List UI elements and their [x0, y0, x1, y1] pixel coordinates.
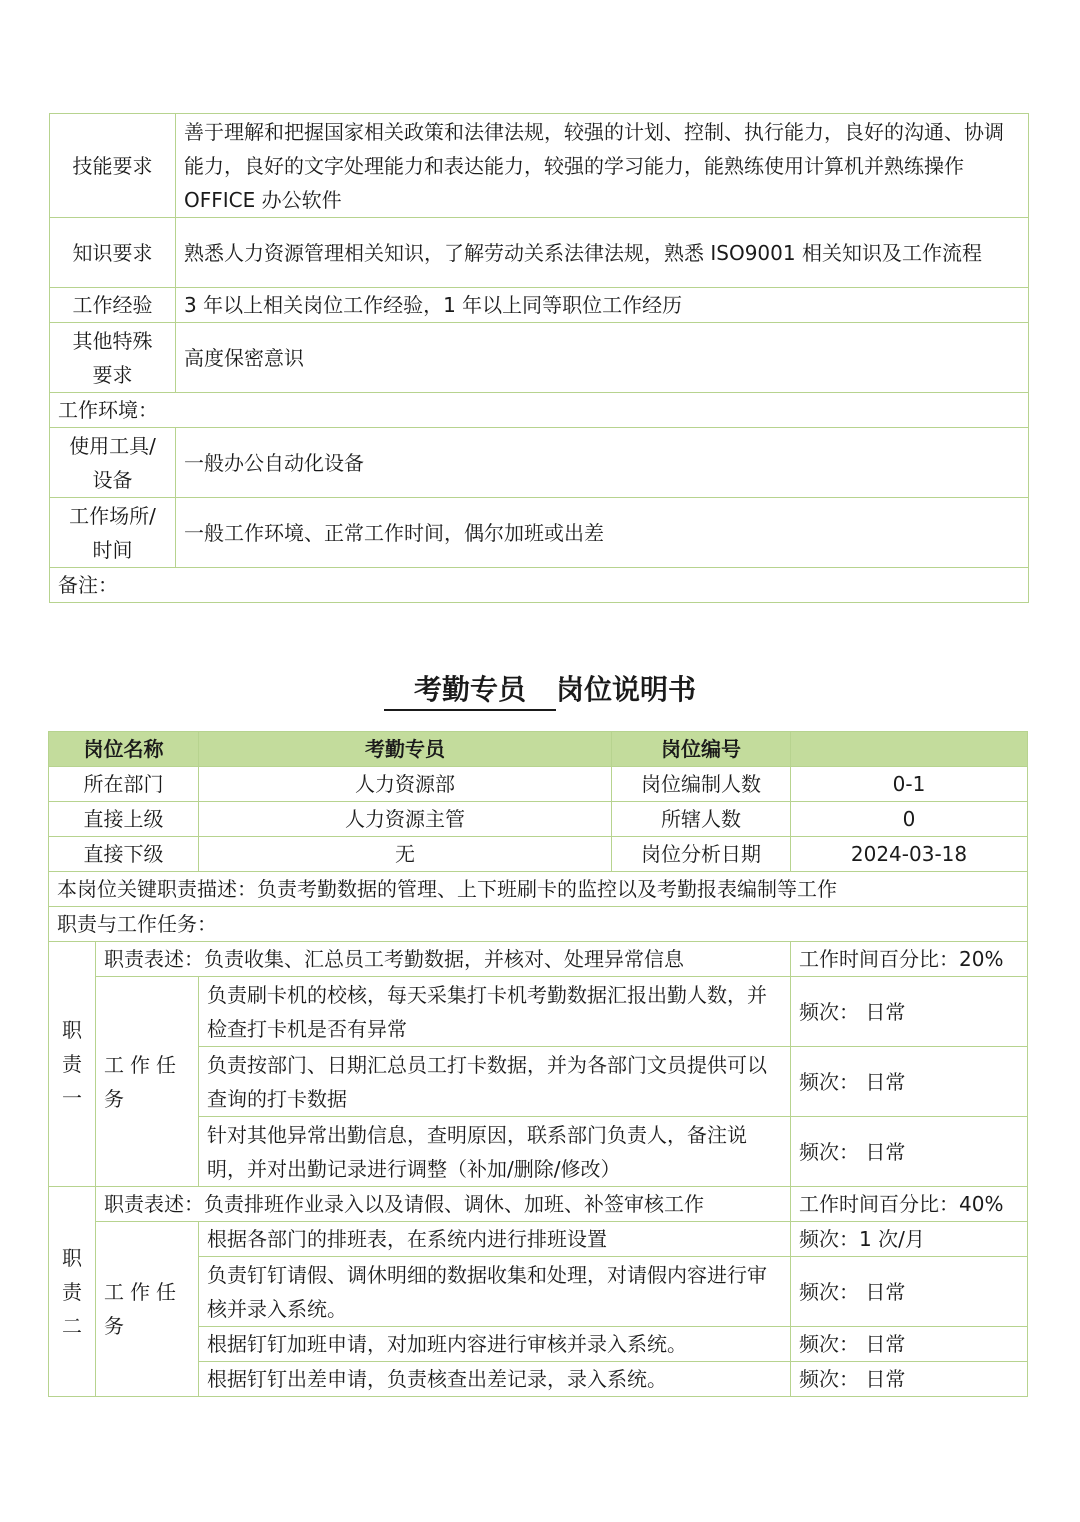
knowledge-text: 熟悉人力资源管理相关知识，了解劳动关系法律法规，熟悉 ISO9001 相关知识及工作流程 — [176, 218, 1029, 288]
duty1-freq-1: 频次： 日常 — [791, 977, 1028, 1047]
headcount-value: 0-1 — [791, 767, 1028, 802]
duty2-task-2: 负责钉钉请假、调休明细的数据收集和处理，对请假内容进行审核并录入系统。 — [199, 1257, 791, 1327]
experience-label: 工作经验 — [50, 288, 176, 323]
duty2-percent: 工作时间百分比：40% — [791, 1187, 1028, 1222]
superior-row — [49, 802, 1028, 837]
knowledge-label: 知识要求 — [50, 218, 176, 288]
tools-text: 一般办公自动化设备 — [176, 428, 1029, 498]
special-row — [50, 323, 1029, 393]
page-title — [0, 668, 1080, 712]
special-label: 其他特殊要求 — [50, 323, 176, 393]
code-label: 岗位编号 — [612, 732, 791, 767]
duty2-task-4: 根据钉钉出差申请，负责核查出差记录，录入系统。 — [199, 1362, 791, 1397]
skills-text: 善于理解和把握国家相关政策和法律法规，较强的计划、控制、执行能力，良好的沟通、协调能力，良好的文字处理能力和表达能力，较强的学习能力，能熟练使用计算机并熟练操作 OFFICE 办公软件 — [176, 114, 1029, 218]
title-position: 考勤专员 — [384, 671, 556, 711]
duties-label-row — [49, 907, 1028, 942]
subordinate-row — [49, 837, 1028, 872]
headcount-label: 岗位编制人数 — [612, 767, 791, 802]
duties-label: 职责与工作任务： — [49, 907, 1028, 942]
duty2-task-1: 根据各部门的排班表，在系统内进行排班设置 — [199, 1222, 791, 1257]
place-text: 一般工作环境、正常工作时间，偶尔加班或出差 — [176, 498, 1029, 568]
duty1-task-2: 负责按部门、日期汇总员工打卡数据，并为各部门文员提供可以查询的打卡数据 — [199, 1047, 791, 1117]
analysis-date-value: 2024-03-18 — [791, 837, 1028, 872]
duty1-label: 职责一 — [49, 942, 96, 1187]
tools-row — [50, 428, 1029, 498]
title-suffix: 岗位说明书 — [556, 673, 697, 706]
duty1-freq-2: 频次： 日常 — [791, 1047, 1028, 1117]
skills-row — [50, 114, 1029, 218]
subordinate-value: 无 — [199, 837, 612, 872]
duty2-freq-3: 频次： 日常 — [791, 1327, 1028, 1362]
subordinate-label: 直接下级 — [49, 837, 199, 872]
dept-row — [49, 767, 1028, 802]
duty2-freq-2: 频次： 日常 — [791, 1257, 1028, 1327]
place-label: 工作场所/时间 — [50, 498, 176, 568]
duty1-freq-3: 频次： 日常 — [791, 1117, 1028, 1187]
duty2-freq-1: 频次：1 次/月 — [791, 1222, 1028, 1257]
experience-text: 3 年以上相关岗位工作经验，1 年以上同等职位工作经历 — [176, 288, 1029, 323]
duty1-task-label: 工作任务 — [96, 977, 199, 1187]
environment-label: 工作环境： — [50, 393, 1029, 428]
duty1-task-3: 针对其他异常出勤信息，查明原因，联系部门负责人，备注说明，并对出勤记录进行调整（补加/删除/修改） — [199, 1117, 791, 1187]
duty1-task-row — [49, 977, 1028, 1047]
remarks-label: 备注： — [50, 568, 1029, 603]
knowledge-row — [50, 218, 1029, 288]
duty1-task-1: 负责刷卡机的校核，每天采集打卡机考勤数据汇报出勤人数，并检查打卡机是否有异常 — [199, 977, 791, 1047]
duty2-task-row — [49, 1222, 1028, 1257]
duty2-label: 职责二 — [49, 1187, 96, 1397]
tools-label: 使用工具/设备 — [50, 428, 176, 498]
duty1-percent: 工作时间百分比：20% — [791, 942, 1028, 977]
dept-label: 所在部门 — [49, 767, 199, 802]
duty2-freq-4: 频次： 日常 — [791, 1362, 1028, 1397]
dept-value: 人力资源部 — [199, 767, 612, 802]
experience-row — [50, 288, 1029, 323]
key-duty: 本岗位关键职责描述：负责考勤数据的管理、上下班刷卡的监控以及考勤报表编制等工作 — [49, 872, 1028, 907]
duty1-desc: 职责表述：负责收集、汇总员工考勤数据，并核对、处理异常信息 — [96, 942, 791, 977]
duty2-desc: 职责表述：负责排班作业录入以及请假、调休、加班、补签审核工作 — [96, 1187, 791, 1222]
requirements-table — [49, 113, 1029, 603]
duty1-desc-row — [49, 942, 1028, 977]
job-description-table — [48, 731, 1028, 1397]
duty2-desc-row — [49, 1187, 1028, 1222]
duty2-task-3: 根据钉钉加班申请，对加班内容进行审核并录入系统。 — [199, 1327, 791, 1362]
duty2-task-label: 工作任务 — [96, 1222, 199, 1397]
superior-value: 人力资源主管 — [199, 802, 612, 837]
special-text: 高度保密意识 — [176, 323, 1029, 393]
analysis-date-label: 岗位分析日期 — [612, 837, 791, 872]
key-duty-row — [49, 872, 1028, 907]
name-value: 考勤专员 — [199, 732, 612, 767]
code-value — [791, 732, 1028, 767]
subordinates-count-label: 所辖人数 — [612, 802, 791, 837]
place-row — [50, 498, 1029, 568]
superior-label: 直接上级 — [49, 802, 199, 837]
remarks-row — [50, 568, 1029, 603]
environment-row — [50, 393, 1029, 428]
skills-label: 技能要求 — [50, 114, 176, 218]
header-row — [49, 732, 1028, 767]
subordinates-count-value: 0 — [791, 802, 1028, 837]
name-label: 岗位名称 — [49, 732, 199, 767]
